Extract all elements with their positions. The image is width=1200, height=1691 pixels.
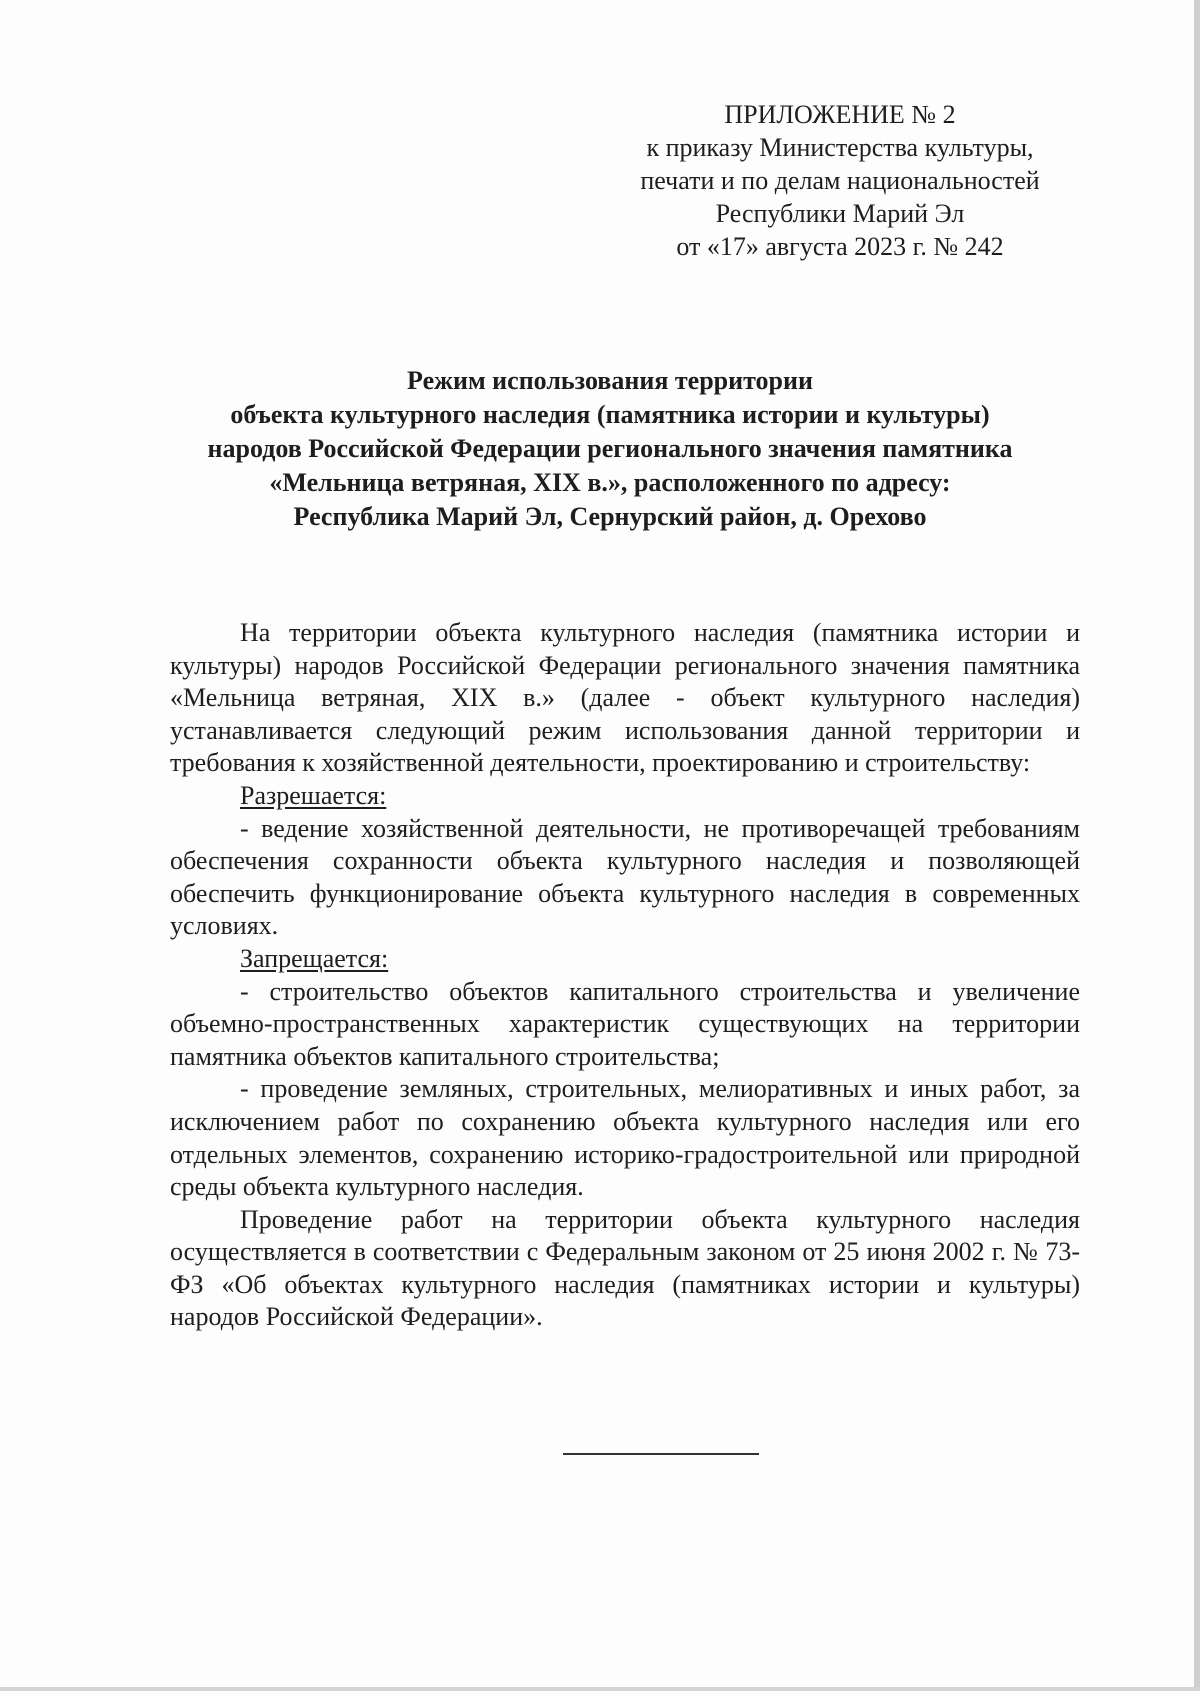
allowed-heading: Разрешается: [240,780,387,810]
document-title [150,364,1070,534]
appendix-republic-line: Республики Марий Эл [715,199,965,228]
intro-paragraph: На территории объекта культурного наследия (памятника истории и культуры) народов Российской Федерации регионального значения памятника «Мельница ветряная, XIX в.» (далее - объект культурного наследия) устанавливается следующий режим использования данной территории и требования к хозяйственной деятельности, проектированию и строительству: [170,618,1080,778]
appendix-number: ПРИЛОЖЕНИЕ № 2 [724,100,956,129]
appendix-order-line: к приказу Министерства культуры, [646,133,1034,162]
end-divider [563,1453,759,1455]
title-line: «Мельница ветряная, XIX в.», расположенного по адресу: [269,468,951,497]
title-line: народов Российской Федерации регионального значения памятника [207,434,1013,463]
prohibited-item: - проведение земляных, строительных, мелиоративных и иных работ, за исключением работ по сохранению объекта культурного наследия или его отдельных элементов, сохранению историко-градостроительной или природной среды объекта культурного наследия. [170,1074,1080,1202]
closing-paragraph: Проведение работ на территории объекта культурного наследия осуществляется в соответствии с Федеральным законом от 25 июня 2002 г. № 73-ФЗ «Об объектах культурного наследия (памятниках истории и культуры) народов Российской Федерации». [170,1204,1080,1332]
allowed-item: - ведение хозяйственной деятельности, не противоречащей требованиям обеспечения сохранности объекта культурного наследия и позволяющей обеспечить функционирование объекта культурного наследия в современных условиях. [170,813,1080,941]
scan-edge [1194,0,1200,1691]
appendix-header [560,98,1120,263]
prohibited-item: - строительство объектов капитального строительства и увеличение объемно-пространственных характеристик существующих на территории памятника объектов капитального строительства; [170,976,1080,1071]
appendix-ministry-line: печати и по делам национальностей [640,166,1040,195]
title-line: объекта культурного наследия (памятника истории и культуры) [230,400,990,429]
title-line: Республика Марий Эл, Сернурский район, д. Орехово [293,502,927,531]
scan-edge [0,1687,1200,1691]
document-body [170,617,1080,1334]
appendix-date-line: от «17» августа 2023 г. № 242 [676,232,1004,261]
prohibited-heading: Запрещается: [240,943,389,973]
title-line: Режим использования территории [407,366,813,395]
